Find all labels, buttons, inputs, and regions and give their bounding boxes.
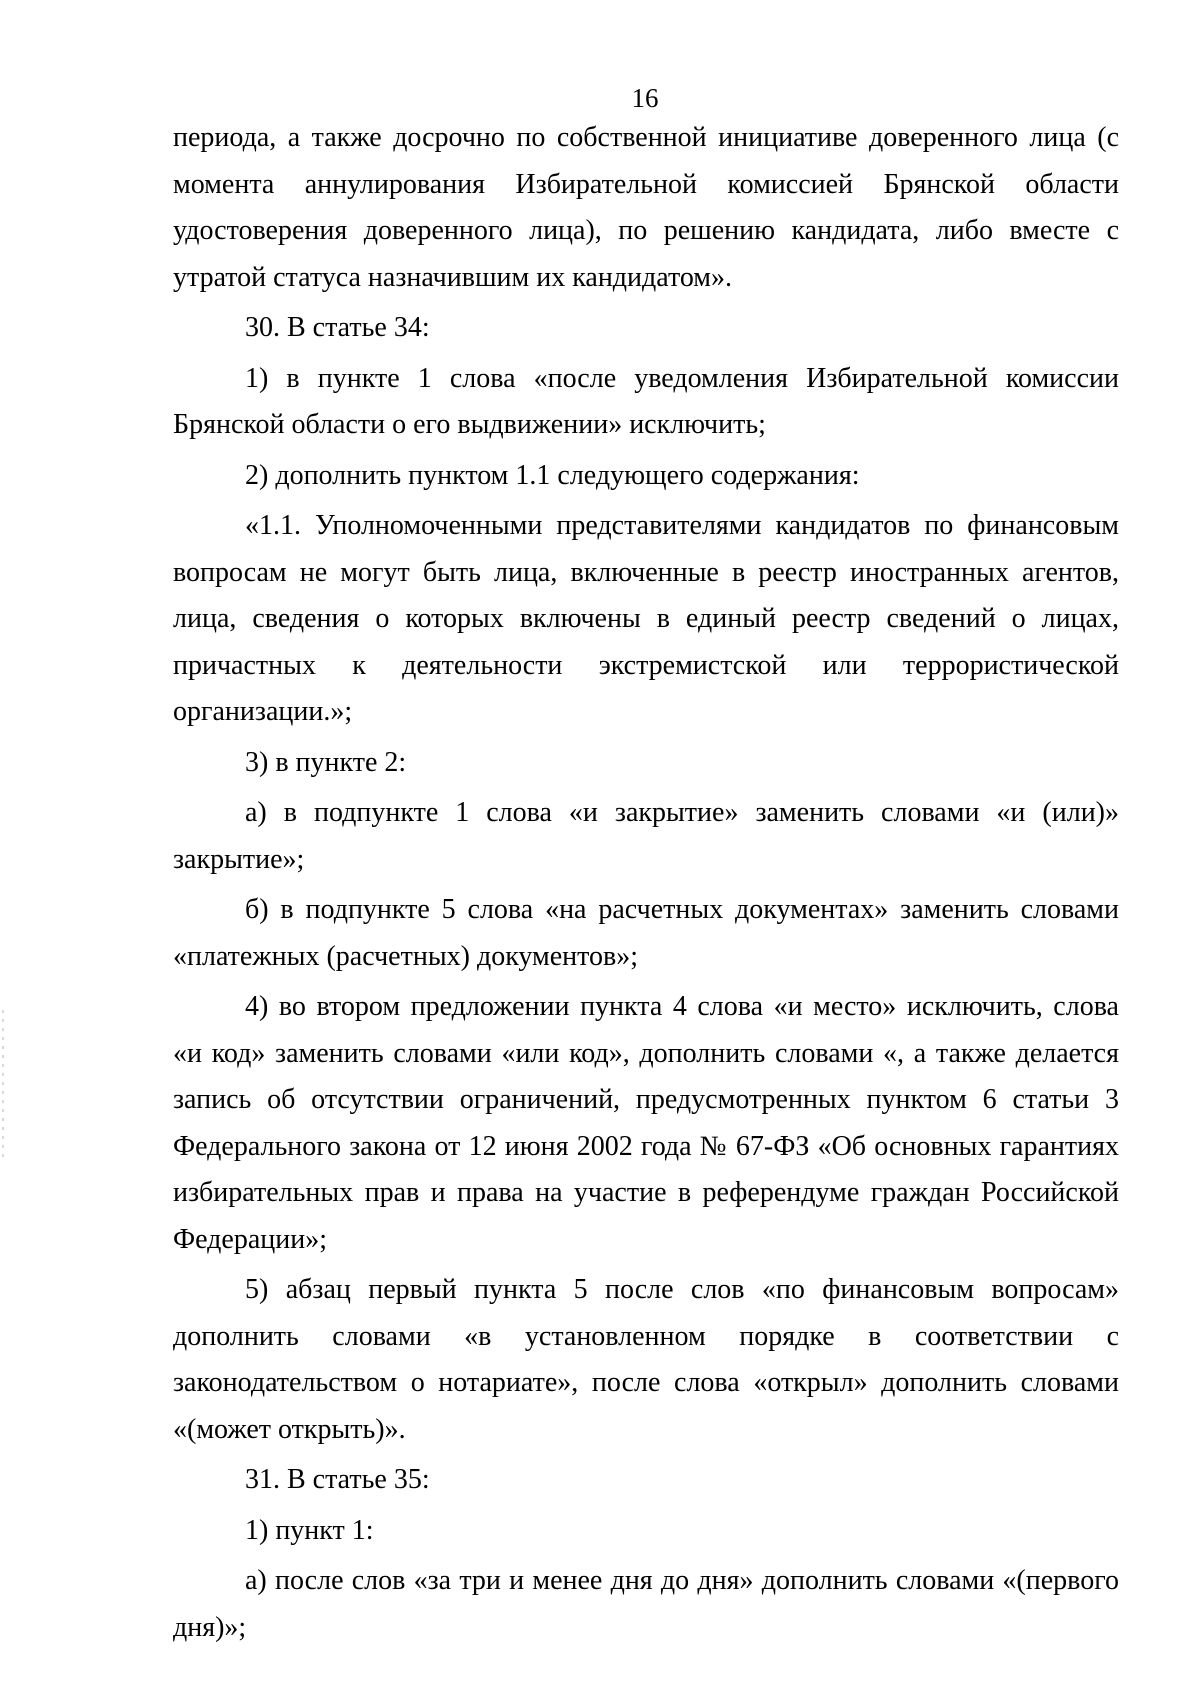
paragraph-subitem-b: б) в подпункте 5 слова «на расчетных документах» заменить словами «платежных (расчетных) документов»; — [173, 894, 1119, 972]
paragraph-article-31: 31. В статье 35: — [245, 1464, 430, 1495]
paragraph-item-3: 3) в пункте 2: — [245, 746, 407, 778]
paragraph-item-5: 5) абзац первый пункта 5 после слов «по финансовым вопросам» дополнить словами «в установленном порядке в соответствии с законодательством о нотариате», после слова «открыл» дополнить словами «(может открыть)». — [173, 1274, 1119, 1445]
scan-edge-mark — [2, 1010, 4, 1160]
paragraph-continuation: периода, а также досрочно по собственной инициативе доверенного лица (с момента аннулирования Избирательной комиссией Брянской области удостоверения доверенного лица), по решению кандидата, либо вместе с утратой статуса назначившим их кандидатом». — [173, 122, 1119, 293]
paragraph-quote-1-1: «1.1. Уполномоченными представителями кандидатов по финансовым вопросам не могут быть лица, включенные в реестр иностранных агентов, лица, сведения о которых включены в единый реестр сведений о лицах, причастных к деятельности экстремистской или террористической организации.»; — [173, 510, 1119, 727]
paragraph-subitem-a: а) в подпункте 1 слова «и закрытие» заменить словами «и (или)» закрытие»; — [173, 797, 1119, 875]
paragraph-subitem-a-2: а) после слов «за три и менее дня до дня» дополнить словами «(первого дня)»; — [173, 1565, 1119, 1643]
paragraph-item-4: 4) во втором предложении пункта 4 слова «и место» исключить, слова «и код» заменить словами «или код», дополнить словами «, а также делается запись об отсутствии ограничений, предусмотренных пунктом 6 статьи 3 Федерального закона от 12 июня 2002 года № 67-ФЗ «Об основных гарантиях избирательных прав и права на участие в референдуме граждан Российской Федерации»; — [173, 991, 1119, 1255]
page-number: 16 — [631, 83, 659, 113]
paragraph-item-2: 2) дополнить пунктом 1.1 следующего содержания: — [245, 459, 860, 491]
paragraph-item-1: 1) в пункте 1 слова «после уведомления Избирательной комиссии Брянской области о его выдвижении» исключить; — [173, 362, 1119, 440]
paragraph-item-1-point: 1) пункт 1: — [245, 1514, 374, 1546]
document-body — [173, 115, 1119, 1655]
paragraph-article-30: 30. В статье 34: — [245, 312, 430, 343]
